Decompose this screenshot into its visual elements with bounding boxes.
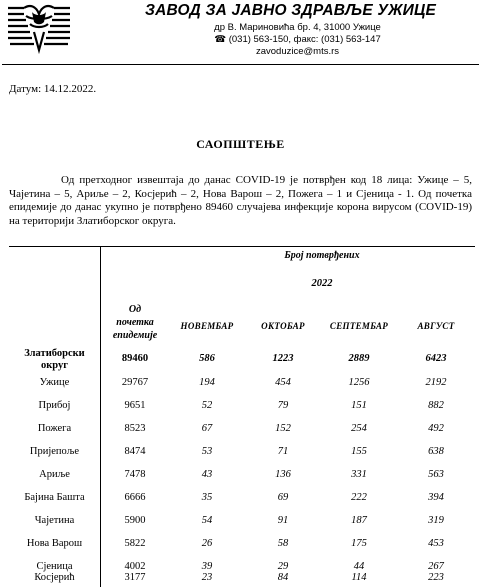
municipality-name: Ужице (39, 377, 70, 388)
org-email: zavoduzice@mts.rs (255, 46, 340, 57)
document-title: САОПШТЕЊЕ (196, 137, 285, 151)
table-cell: 29767 (121, 377, 149, 388)
org-name: ЗАВОД ЗА ЈАВНО ЗДРАВЉЕ УЖИЦЕ (144, 2, 437, 19)
table-cell: 84 (277, 572, 289, 583)
total-row-label-line1: Златиборски (24, 348, 85, 359)
municipality-name: Ариље (39, 469, 70, 480)
total-row-label-line2: округ (40, 360, 69, 371)
table-cell: 114 (351, 572, 367, 583)
table-cell: 58 (277, 538, 289, 549)
table-cell: 454 (275, 377, 291, 388)
table-cell: 3177 (124, 572, 146, 583)
month-header: АВГУСТ (417, 321, 455, 331)
total-cell: 586 (199, 353, 215, 364)
cases-table (9, 246, 475, 587)
table-cell: 79 (277, 400, 289, 411)
table-cell: 194 (199, 377, 215, 388)
municipality-name: Пријепоље (29, 446, 80, 457)
table-cell: 71 (277, 446, 289, 457)
municipality-name: Чајетина (34, 515, 75, 526)
table-cell: 882 (428, 400, 444, 411)
table-cell: 35 (201, 492, 213, 503)
municipality-name: Косјерић (34, 572, 75, 583)
table-cell: 4002 (124, 561, 146, 572)
table-cell: 453 (428, 538, 444, 549)
since-start-header-line2: почетка (116, 317, 154, 328)
month-header: НОВЕМБАР (180, 321, 234, 331)
table-cell: 67 (201, 423, 213, 434)
table-col-divider (100, 246, 101, 587)
table-cell: 69 (277, 492, 289, 503)
table-cell: 5900 (124, 515, 146, 526)
municipality-name: Бајина Башта (24, 492, 85, 503)
since-start-header-line1: Од (128, 304, 142, 315)
total-cell: 6423 (425, 353, 447, 364)
table-cell: 23 (201, 572, 213, 583)
table-top-border (9, 246, 475, 247)
group-header: Број потврђених (284, 250, 360, 261)
table-cell: 222 (351, 492, 367, 503)
table-cell: 43 (201, 469, 213, 480)
table-cell: 9651 (124, 400, 146, 411)
table-cell: 152 (275, 423, 291, 434)
table-cell: 151 (351, 400, 367, 411)
table-cell: 26 (201, 538, 213, 549)
org-phone-fax: ☎ (031) 563-150, факс: (031) 563-147 (214, 34, 381, 45)
table-cell: 187 (351, 515, 367, 526)
municipality-name: Сјеница (36, 561, 73, 572)
table-cell: 52 (201, 400, 213, 411)
table-cell: 8523 (124, 423, 146, 434)
total-cell: 89460 (121, 353, 149, 364)
month-header: СЕПТЕМБАР (329, 321, 389, 331)
municipality-name: Пожега (37, 423, 72, 434)
table-cell: 5822 (124, 538, 146, 549)
document-date: Датум: 14.12.2022. (9, 83, 97, 95)
table-cell: 267 (428, 561, 444, 572)
header-divider (2, 64, 479, 65)
table-cell: 638 (428, 446, 444, 457)
total-cell: 2889 (348, 353, 370, 364)
table-cell: 223 (428, 572, 444, 583)
table-cell: 563 (428, 469, 444, 480)
table-cell: 1256 (348, 377, 370, 388)
announcement-paragraph: Од претходног извештаја до данас COVID-19 је потврђен код 18 лица: Ужице – 5, Чајетина – 5, Ариље – 2, Косјерић – 2, Нова Варош – 2, Пожега – 1 и Сјеница - 1. Од почетка епидемије до данас укупно је потврђено 89460 случајева инфекције корона вирусом (COVID-19) на територији Златиборског округа. (9, 174, 472, 227)
table-cell: 53 (201, 446, 213, 457)
table-cell: 29 (277, 561, 289, 572)
table-cell: 136 (275, 469, 291, 480)
year-header: 2022 (311, 278, 333, 289)
table-cell: 175 (351, 538, 367, 549)
table-cell: 394 (428, 492, 444, 503)
municipality-name: Прибој (38, 400, 71, 411)
table-cell: 7478 (124, 469, 146, 480)
table-cell: 44 (353, 561, 365, 572)
since-start-header-line3: епидемије (112, 330, 158, 341)
table-cell: 331 (351, 469, 367, 480)
table-cell: 254 (351, 423, 367, 434)
table-cell: 6666 (124, 492, 146, 503)
month-header: ОКТОБАР (261, 321, 305, 331)
table-cell: 319 (428, 515, 444, 526)
table-cell: 492 (428, 423, 444, 434)
table-cell: 91 (277, 515, 289, 526)
table-cell: 54 (201, 515, 213, 526)
table-cell: 2192 (425, 377, 447, 388)
total-cell: 1223 (272, 353, 294, 364)
org-address: др В. Мариновића бр. 4, 31000 Ужице (214, 22, 381, 33)
municipality-name: Нова Варош (26, 538, 83, 549)
table-cell: 155 (351, 446, 367, 457)
table-cell: 8474 (124, 446, 146, 457)
table-cell: 39 (201, 561, 213, 572)
